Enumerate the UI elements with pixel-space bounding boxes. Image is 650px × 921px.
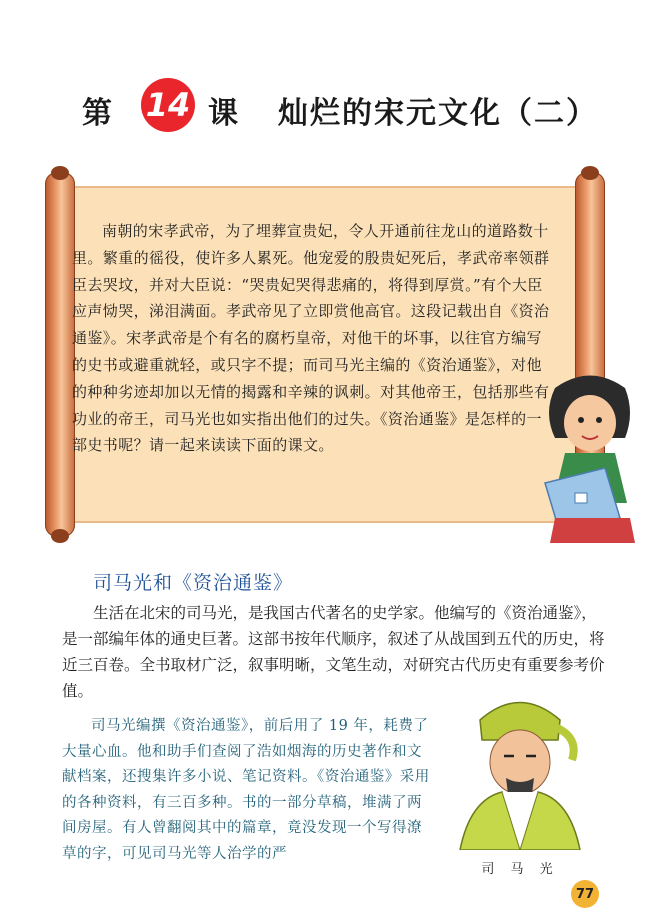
lesson-title — [0, 78, 650, 138]
sima-guang-portrait — [440, 690, 600, 850]
reading-girl-illustration — [535, 368, 645, 548]
lesson-title-text: 灿烂的宋元文化（二） — [278, 96, 598, 131]
lesson-number: 14 — [145, 86, 191, 124]
lesson-prefix: 第 — [82, 96, 114, 131]
page-number-badge — [571, 880, 599, 908]
intro-text: 南朝的宋孝武帝，为了埋葬宣贵妃，令人开通前往龙山的道路数十里。繁重的徭役，使许多人累死。他宠爱的殷贵妃死后，孝武帝率领群臣去哭坟，并对大臣说：“哭贵妃哭得悲痛的，将得到厚赏。”有个大臣应声恸哭，涕泪满面。孝武帝见了立即赏他高官。这段记载出自《资治通鉴》。宋孝武帝是个有名的腐朽皇帝，对他干的坏事，以往官方编写的史书或避重就轻，或只字不提；而司马光主编的《资治通鉴》，对他的种种劣迹却加以无情的揭露和辛辣的讽刺。对其他帝王，包括那些有功业的帝王，司马光也如实指出他们的过失。《资治通鉴》是怎样的一部史书呢？请一起来读读下面的课文。 — [72, 222, 550, 455]
lesson-suffix: 课 — [208, 96, 240, 131]
portrait-caption: 司 马 光 — [481, 862, 559, 877]
page-number: 77 — [575, 886, 595, 902]
scroll-rod-left — [45, 172, 75, 537]
sidebar-reading: 司马光编撰《资治通鉴》，前后用了 19 年，耗费了大量心血。他和助手们查阅了浩如烟海的历史著作和文献档案，还搜集许多小说、笔记资料。《资治通鉴》采用的各种资料，有三百多种。书的一部分草稿，堆满了两间房屋。有人曾翻阅其中的篇章，竟没发现一个写得潦草的字，可见司马光等人治学的严 — [62, 718, 430, 862]
section-paragraph: 生活在北宋的司马光，是我国古代著名的史学家。他编写的《资治通鉴》，是一部编年体的通史巨著。这部书按年代顺序，叙述了从战国到五代的历史，将近三百卷。全书取材广泛，叙事明晰，文笔生动，对研究古代历史有重要参考价值。 — [62, 604, 605, 700]
lesson-number-badge — [141, 78, 195, 132]
section-heading: 司马光和《资治通鉴》 — [93, 572, 294, 594]
